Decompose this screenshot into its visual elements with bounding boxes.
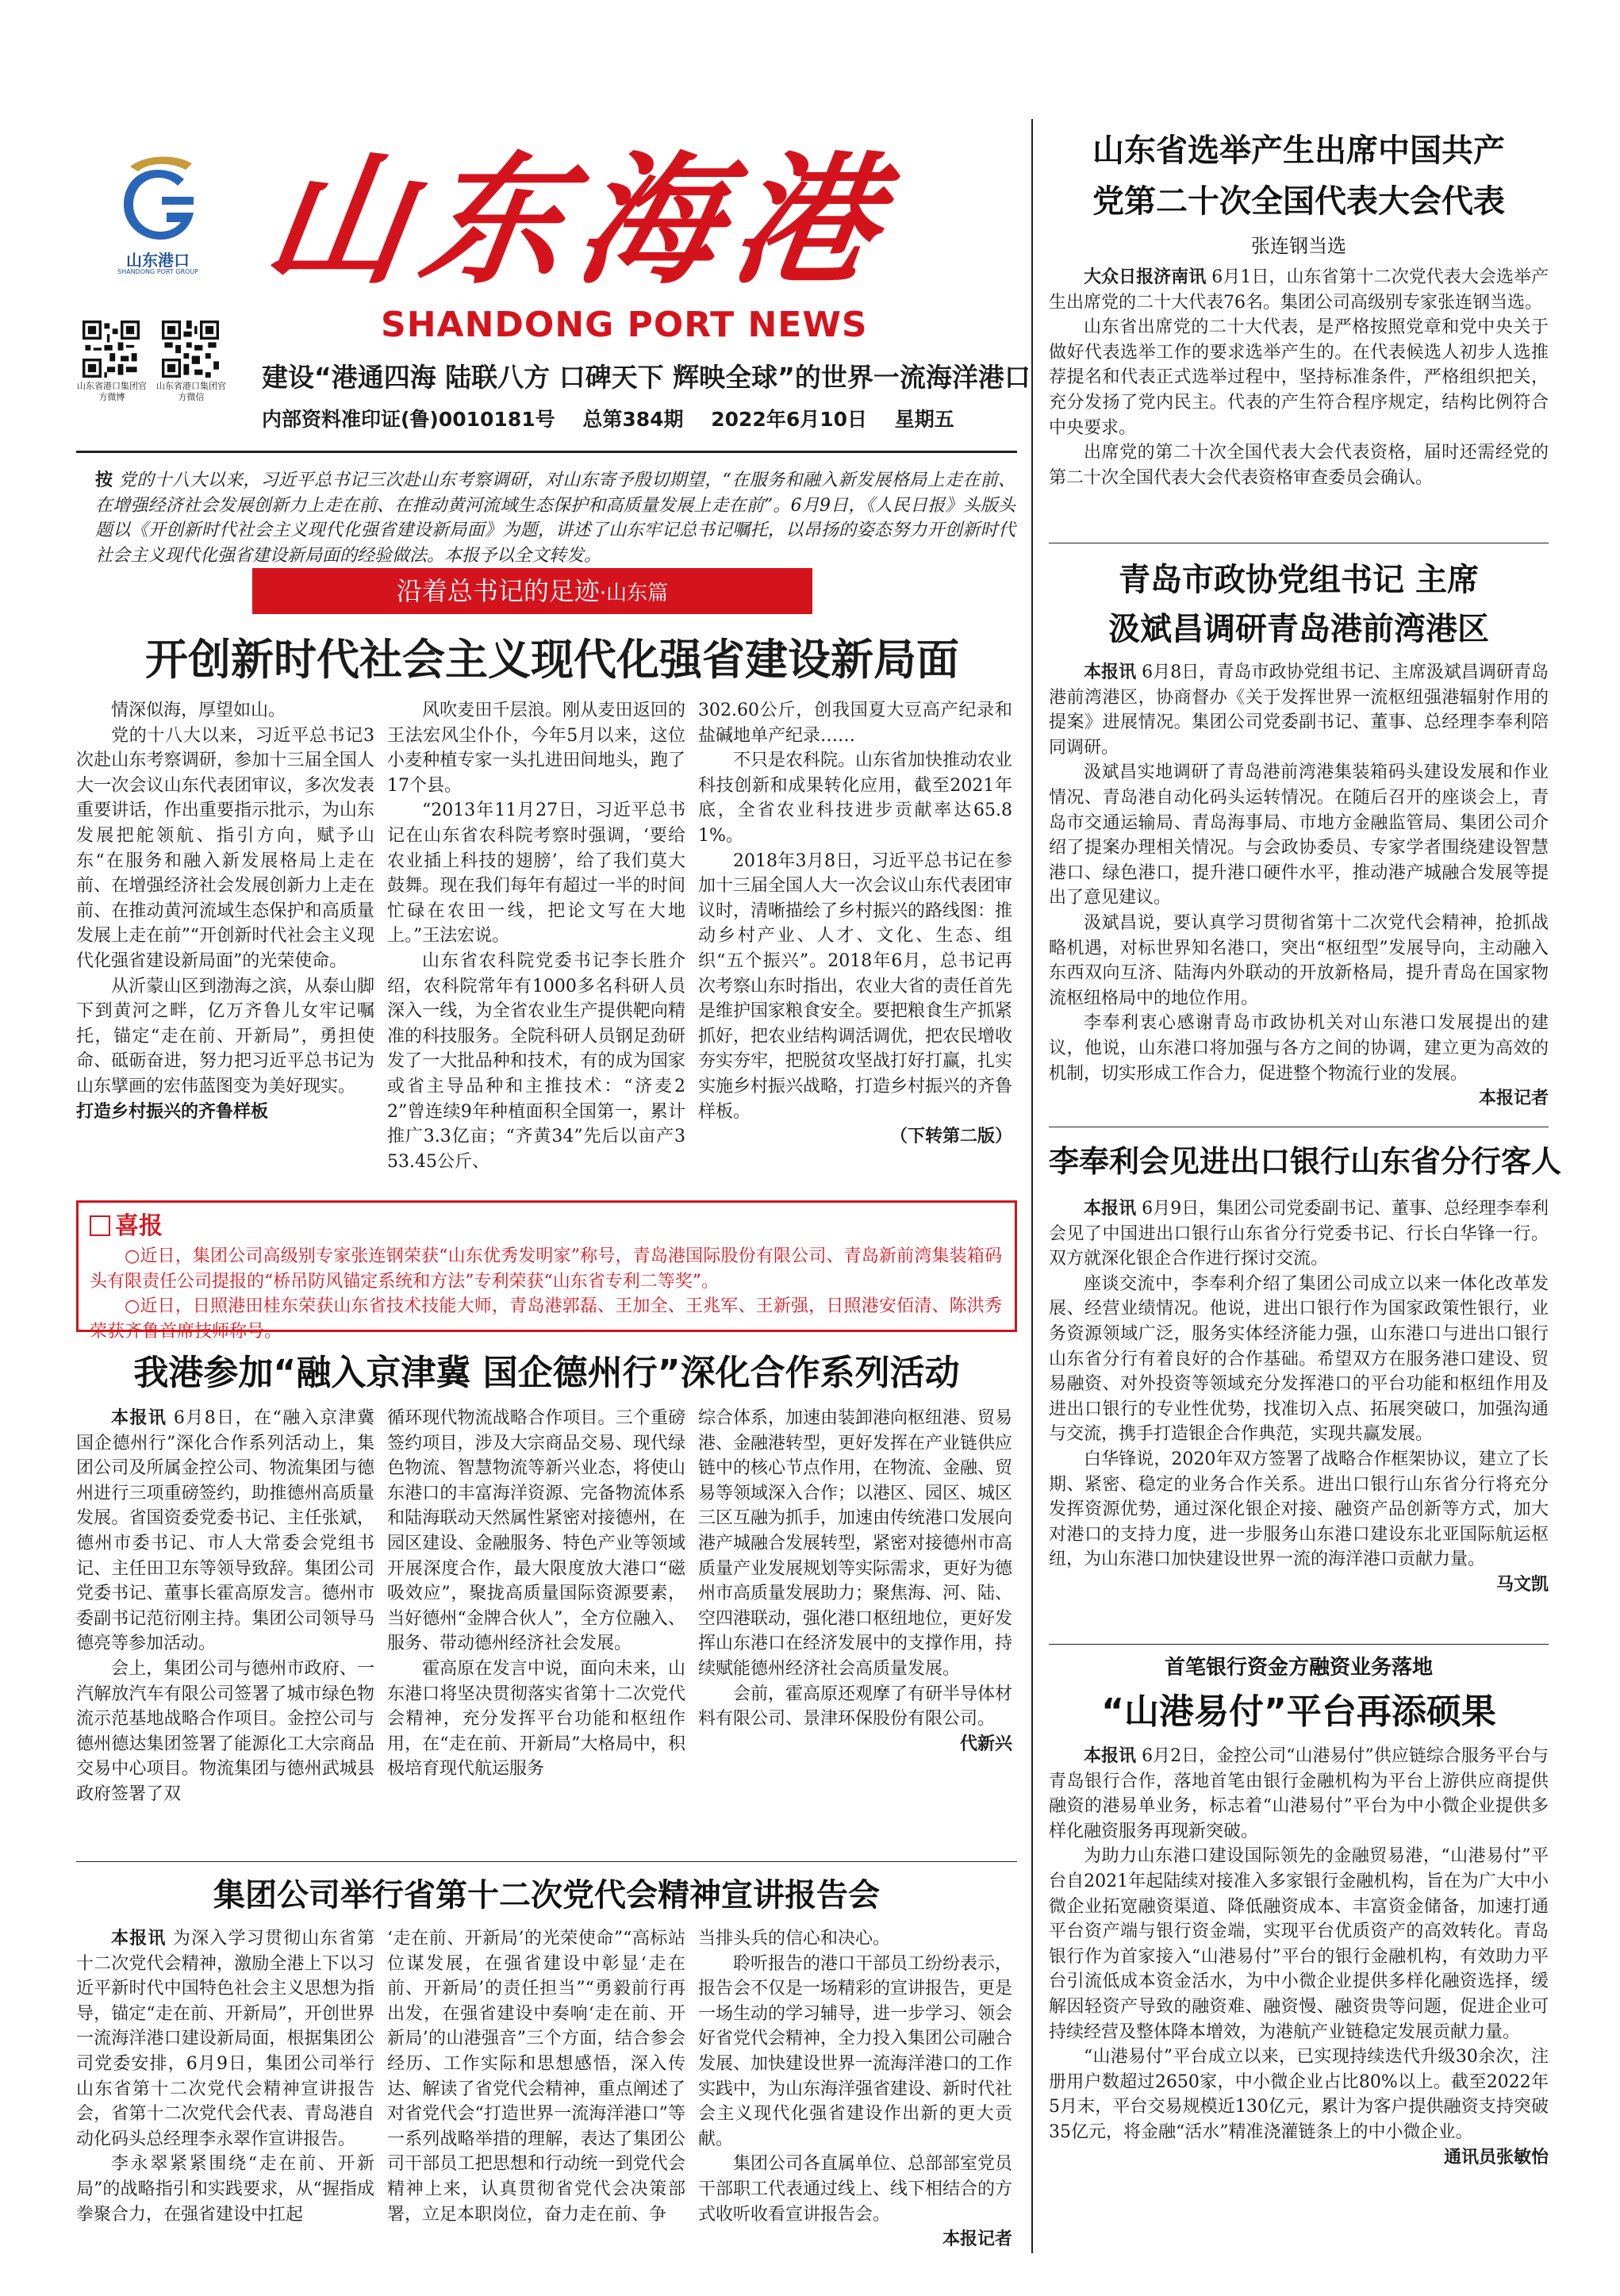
honors-item: ○近日，集团公司高级别专家张连钢荣获“山东优秀发明家”称号，青岛港国际股份有限公司、青岛新前湾集装箱码头有限责任公司提报的“桥吊防风锚定系统和方法”专利荣获“山东省专利二等奖”。 [90, 1246, 1002, 1292]
honors-box [76, 1200, 1017, 1342]
banner-title: 沿着总书记的足迹 [396, 576, 600, 606]
side4-byline: 本报讯 [1084, 1746, 1137, 1766]
logo-caption: 山东港口 [126, 251, 190, 270]
editor-note-text: 党的十八大以来，习近平总书记三次赴山东考察调研，对山东寄予殷切期望，“在服务和融入新发展格局上走在前、在增强经济社会发展创新力上走在前、在推动黄河流域生态保护和高质量发展上走在前”。6月9日，《人民日报》头版头题以《开创新时代社会主义现代化强省建设新局面》为题，讲述了山东牢记总书记嘱托，以昂扬的姿态努力开创新时代社会主义现代化强省建设新局面的经验做法。本报予以全文转发。 [95, 470, 1015, 566]
paragraph: 当排头兵的信心和决心。 [698, 1929, 891, 1949]
paragraph: ‘走在前、开新局’的光荣使命”“高标站位谋发展，在强省建设中彰显‘走在前、开新局’的责任担当”“勇毅前行再出发，在强省建设中奏响‘走在前、开新局’的山港强音”三个方面，结合参会经历、工作实际和思想感悟，深入传达、解读了省党代会精神，重点阐述了对省党代会“打造世界一流海洋港口”等一系列战略举措的理解，表达了集团公司干部员工把思想和行动统一到党代会精神上来，认真贯彻省党代会决策部署，立足本职岗位，奋力走在前、争 [387, 1929, 685, 2225]
paragraph: 李永翠紧紧围绕“走在前、开新局”的战略指引和实践要求，从“握指成拳聚合力，在强省建设中扛起 [76, 2154, 374, 2225]
honors-items [90, 1244, 1002, 1344]
group-logo [111, 149, 205, 284]
lead-subheading: 打造乡村振兴的齐鲁样板 [76, 1101, 269, 1122]
side4-author: 通讯员张敏怡 [1443, 2147, 1549, 2167]
article2-text: 6月8日，在“融入京津冀 国企德州行”深化合作系列活动上，集团公司及所属金控公司、物流集团与德州进行三项重磅签约，助推德州高质量发展。省国资委党委书记、主任张斌，德州市委书记、市人大常委会党组书记、主任田卫东等领导致辞。集团公司党委书记、董事长霍高原发言。德州市委副书记范衍刚主持。集团公司领导马德亮等参加活动。 [76, 1408, 374, 1654]
article2-column-1 [76, 1406, 374, 1858]
paragraph: 2018年3月8日，习近平总书记在参加十三届全国人大一次会议山东代表团审议时，清晰描绘了乡村振兴的路线图：推动乡村产业、人才、文化、生态、组织“五个振兴”。2018年6月，总书记再次考察山东时指出，农业大省的责任首先是维护国家粮食安全。要把粮食生产抓紧抓好，把农业结构调活调优，把农民增收夯实夯牢，把脱贫攻坚战打好打赢，扎实实施乡村振兴战略，打造乡村振兴的齐鲁样板。 [698, 850, 1012, 1122]
side1-text: 6月1日，山东省第十二次党代表大会选举产生出席党的二十大代表76名。集团公司高级别专家张连钢当选。 [1049, 267, 1549, 313]
banner-subtitle: ·山东篇 [599, 582, 669, 605]
side1-subtitle: 张连钢当选 [1251, 235, 1346, 257]
paragraph: 聆听报告的港口干部员工纷纷表示，报告会不仅是一场精彩的宣讲报告，更是一场生动的学习辅导，进一步学习、领会好省党代会精神，全力投入集团公司融合发展、加快建设世界一流海洋港口的工作实践中，为山东海洋强省建设、新时代社会主义现代化强省建设作出新的更大贡献。 [698, 1953, 1012, 2149]
column-banner [252, 568, 812, 614]
side1-title-line1: 山东省选举产生出席中国共产 [1092, 132, 1505, 169]
article3-column-2 [387, 1926, 685, 2267]
honors-title: 喜报 [115, 1212, 163, 1240]
paragraph: 风吹麦田千层浪。刚从麦田返回的王法宏风尘仆仆，今年5月以来，这位小麦种植专家一头扎进田间地头，跑了17个县。 [387, 701, 685, 796]
paragraph: 从沂蒙山区到渤海之滨，从泰山脚下到黄河之畔，亿万齐鲁儿女牢记嘱托，锚定“走在前、开新局”，勇担使命、砥砺奋进，努力把习近平总书记为山东擘画的宏伟蓝图变为美好现实。 [76, 976, 374, 1096]
side4-body [1049, 1744, 1549, 2267]
issue-number: 总第384期 [582, 408, 684, 431]
article3-column-3 [698, 1926, 1012, 2267]
paragraph: 情深似海，厚望如山。 [111, 701, 286, 720]
paragraph: 综合体系，加速由装卸港向枢纽港、贸易港、金融港转型，更好发挥在产业链供应链中的核心节点作用，在物流、金融、贸易等领域深入合作；以港区、园区、城区三区互融为抓手，加速由传统港口发展向港产城融合发展转型，紧密对接德州市高质量产业发展规划等实际需求，更好为德州市高质量发展助力；聚焦海、河、陆、空四港联动，强化港口枢纽地位，更好发挥山东港口在经济发展中的支撑作用，持续赋能德州经济社会高质量发展。 [698, 1408, 1012, 1679]
side3-title: 李奉利会见进出口银行山东省分行客人 [1049, 1144, 1562, 1179]
article3-author: 本报记者 [942, 2229, 1012, 2250]
side2-title-line1: 青岛市政协党组书记 主席 [1119, 562, 1479, 598]
paragraph: 山东省农科院党委书记李长胜介绍，农科院常年有1000多名科研人员深入一线，为全省农业生产提供靶向精准的科技服务。全院科研人员钢足劲研发了一大批品种和技术，有的成为国家或省主导品种和主推技术：“济麦22”曾连续9年种植面积全国第一，累计推广3.3亿亩；“齐黄34”先后以亩产353.45公斤、 [387, 950, 685, 1172]
weibo-qr-caption: 山东省港口集团官方微博 [77, 381, 147, 402]
masthead-slogan: 建设“港通四海 陆联八方 口碑天下 辉映全球”的世界一流海洋港口 [262, 362, 1031, 393]
paragraph: “2013年11月27日，习近平总书记在山东省农科院考察时强调，‘要给农业插上科技的翅膀’，给了我们莫大鼓舞。现在我们每年有超过一半的时间忙碌在农田一线，把论文写在大地上。”王法宏说。 [387, 801, 685, 946]
side2-body [1049, 660, 1549, 1120]
paragraph: “山港易付”平台成立以来，已实现持续迭代升级30余次，注册用户数超过2650家，中小微企业占比80%以上。截至2022年5月末，平台交易规模近130亿元，累计为客户提供融资支持突破35亿元，将金融“活水”精准浇灌链条上的中小微企业。 [1049, 2047, 1549, 2142]
article3-column-1 [76, 1926, 374, 2267]
paragraph: 霍高原在发言中说，面向未来，山东港口将坚决贯彻落实省第十二次党代会精神，充分发挥平台功能和枢纽作用，在“走在前、开新局”大格局中，积极培育现代航运服务 [387, 1658, 685, 1780]
paragraph: 李奉利衷心感谢青岛市政协机关对山东港口发展提出的建议，他说，山东港口将加强与各方之间的协调，建立更为高效的机制，切实形成工作合力，促进整个物流行业的发展。 [1049, 1013, 1549, 1084]
paragraph: 汲斌昌说，要认真学习贯彻省第十二次党代会精神，抢抓战略机遇，对标世界知名港口，突出“枢纽型”发展导向，主动融入东西双向互济、陆海内外联动的开放新格局，提升青岛在国家物流枢纽格局中的地位作用。 [1049, 912, 1549, 1008]
article3-text: 为深入学习贯彻山东省第十二次党代会精神，激励全港上下以习近平新时代中国特色社会主义思想为指导，锚定“走在前、开新局”，开创世界一流海洋港口建设新局面，根据集团公司党委安排，6月9日，集团公司举行山东省第十二次党代会精神宣讲报告会，省第十二次党代会代表、青岛港自动化码头总经理李永翠作宣讲报告。 [76, 1929, 374, 2149]
lead-article-column-1 [76, 698, 374, 1190]
continued-note: （下转第二版） [889, 1127, 1012, 1147]
side1-title-line2: 党第二十次全国代表大会代表 [1092, 183, 1505, 220]
side1-byline: 大众日报济南讯 [1084, 267, 1207, 287]
paragraph: 不只是农科院。山东省加快推动农业科技创新和成果转化应用，截至2021年底，全省农业科技进步贡献率达65.81%。 [698, 751, 1012, 846]
honors-heading [90, 1212, 163, 1241]
permit-number: 内部资料准印证(鲁)0010181号 [262, 408, 555, 431]
paragraph: 为助力山东港口建设国际领先的金融贸易港，“山港易付”平台自2021年起陆续对接准入多家银行金融机构，旨在为广大中小微企业拓宽融资渠道、降低融资成本、丰富资金储备，加速打通平台资产端与银行资金端，实现平台优质资产的高效转化。青岛银行作为首家接入“山港易付”平台的银行金融机构，有效助力平台引流低成本资金活水，为中小微企业提供多样化融资选择，缓解因轻资产导致的融资难、融资慢、融资贵等问题，促进企业可持续经营及整体降本增效，为港航产业链稳定发展贡献力量。 [1049, 1846, 1549, 2042]
side3-text: 6月9日，集团公司党委副书记、董事、总经理李奉利会见了中国进出口银行山东省分行党委书记、行长白华锋一行。双方就深化银企合作进行探讨交流。 [1049, 1199, 1549, 1269]
wechat-qr-code-icon[interactable] [162, 321, 219, 378]
side1-body [1049, 265, 1549, 535]
paragraph: 循环现代物流战略合作项目。三个重磅签约项目，涉及大宗商品交易、现代绿色物流、智慧物流等新兴业态，将使山东港口的丰富海洋资源、完备物流体系和陆海联动天然属性紧密对接德州，在园区建设、金融服务、特色产业等领域开展深度合作，最大限度放大港口“磁吸效应”，聚拢高质量国际资源要素，当好德州“金牌合伙人”，全方位融入、服务、带动德州经济社会发展。 [387, 1408, 685, 1654]
side2-title-line2: 汲斌昌调研青岛港前湾港区 [1108, 611, 1489, 647]
article3-title: 集团公司举行省第十二次党代会精神宣讲报告会 [213, 1877, 880, 1914]
side3-body [1049, 1196, 1549, 1641]
paragraph: 座谈交流中，李奉利介绍了集团公司成立以来一体化改革发展、经营业绩情况。他说，进出口银行作为国家政策性银行，业务资源领域广泛，服务实体经济能力强，山东港口与进出口银行山东省分行有着良好的合作基础。希望双方在服务港口建设、贸易融资、对外投资等领域充分发挥港口的平台功能和枢纽作用及进出口银行的专业性优势，找准切入点、拓展突破口，加强沟通与交流，携手打造银企合作典范，实现共赢发展。 [1049, 1273, 1549, 1445]
lead-article-column-3 [698, 698, 1012, 1190]
side2-byline: 本报讯 [1084, 662, 1137, 682]
square-icon [90, 1215, 110, 1236]
paragraph: 汲斌昌实地调研了青岛港前湾港集装箱码头建设发展和作业情况、青岛港自动化码头运转情况。在随后召开的座谈会上，青岛市交通运输局、青岛海事局、市地方金融监管局、集团公司介绍了提案办理相关情况。与会政协委员、专家学者围绕建设智慧港口、绿色港口，提升港口硬件水平，推动港产城融合发展等提出了意见建议。 [1049, 762, 1549, 908]
column-divider [1031, 119, 1033, 2253]
paragraph: 集团公司各直属单位、总部部室党员干部职工代表通过线上、线下相结合的方式收听收看宣讲报告会。 [698, 2154, 1012, 2225]
section-rule [76, 1861, 1017, 1862]
lead-article-title: 开创新时代社会主义现代化强省建设新局面 [145, 635, 959, 685]
article2-column-3 [698, 1406, 1012, 1858]
paragraph: 会前，霍高原还观摩了有研半导体材料有限公司、景津环保股份有限公司。 [698, 1684, 1012, 1730]
editor-note-label: 按 [95, 470, 113, 490]
article2-title: 我港参加“融入京津冀 国企德州行”深化合作系列活动 [133, 1353, 960, 1393]
issue-date: 2022年6月10日 [711, 408, 868, 431]
article3-byline: 本报讯 [111, 1929, 167, 1949]
paragraph: 会上，集团公司与德州市政府、一汽解放汽车有限公司签署了城市绿色物流示范基地战略合作项目。金控公司与德州德达集团签署了能源化工大宗商品交易中心项目。物流集团与德州武城县政府签署了双 [76, 1658, 374, 1804]
article2-byline: 本报讯 [111, 1408, 167, 1428]
side4-text: 6月2日，金控公司“山港易付”供应链综合服务平台与青岛银行合作，落地首笔由银行金融机构为平台上游供应商提供融资的港易单业务，标志着“山港易付”平台为中小微企业提供多样化融资服务再现新突破。 [1049, 1746, 1549, 1841]
paragraph: 出席党的第二十次全国代表大会代表资格，届时还需经党的第二十次全国代表大会代表资格审查委员会确认。 [1049, 443, 1549, 488]
masthead-title: 山东海港 [256, 137, 902, 303]
side3-author: 马文凯 [1495, 1574, 1549, 1595]
logo-subcaption: SHANDONG PORT GROUP [117, 268, 198, 275]
masthead-english: SHANDONG PORT NEWS [381, 305, 868, 345]
article2-column-2 [387, 1406, 685, 1858]
paragraph: 山东省出席党的二十大代表，是严格按照党章和党中央关于做好代表选举工作的要求选举产生的。在代表候选人初步人选推荐提名和代表正式选举过程中，坚持标准条件，严格组织把关，充分发扬了党内民主。代表的产生符合程序规定，结构比例符合中央要求。 [1049, 317, 1549, 438]
paragraph: 白华锋说，2020年双方签署了战略合作框架协议，建立了长期、紧密、稳定的业务合作关系。进出口银行山东省分行将充分发挥资源优势，通过深化银企对接、融资产品创新等方式，加大对港口的支持力度，进一步服务山东港口建设东北亚国际航运枢纽，为山东港口加快建设世界一流的海洋港口贡献力量。 [1049, 1449, 1549, 1570]
lead-article-column-2 [387, 698, 685, 1190]
wechat-qr-caption: 山东省港口集团官方微信 [156, 381, 226, 402]
side2-text: 6月8日，青岛市政协党组书记、主席汲斌昌调研青岛港前湾港区，协商督办《关于发挥世界一流枢纽强港辐射作用的提案》进展情况。集团公司党委副书记、董事、总经理李奉利陪同调研。 [1049, 662, 1549, 758]
shandong-port-logo-icon [114, 149, 202, 244]
issue-weekday: 星期五 [894, 408, 954, 431]
honors-item: ○近日，日照港田桂东荣获山东省技术技能大师，青岛港郭磊、王加全、王兆军、王新强，日照港安佰清、陈洪秀荣获齐鲁首席技师称号。 [90, 1296, 1002, 1342]
paragraph: 党的十八大以来，习近平总书记3次赴山东考察调研，参加十三届全国人大一次会议山东代表团审议，多次发表重要讲话，作出重要指示批示，为山东发展把舵领航、指引方向，赋予山东“在服务和融入新发展格局上走在前、在增强经济社会发展创新力上走在前、在推动黄河流域生态保护和高质量发展上走在前”“开创新时代社会主义现代化强省建设新局面”的光荣使命。 [76, 725, 374, 971]
weibo-qr-code-icon[interactable] [83, 321, 140, 378]
masthead-rule [76, 451, 1017, 453]
side3-byline: 本报讯 [1084, 1199, 1137, 1219]
side4-title: “山港易付”平台再添硕果 [1101, 1691, 1496, 1732]
issue-info [262, 404, 975, 432]
section-rule [1049, 1644, 1549, 1645]
side2-author: 本报记者 [1478, 1088, 1549, 1109]
paragraph: 302.60公斤，创我国夏大豆高产纪录和盐碱地单产纪录…… [698, 701, 1012, 746]
editor-note [95, 468, 1015, 568]
side4-kicker: 首笔银行资金方融资业务落地 [1164, 1656, 1433, 1680]
article2-author: 代新兴 [959, 1734, 1012, 1754]
